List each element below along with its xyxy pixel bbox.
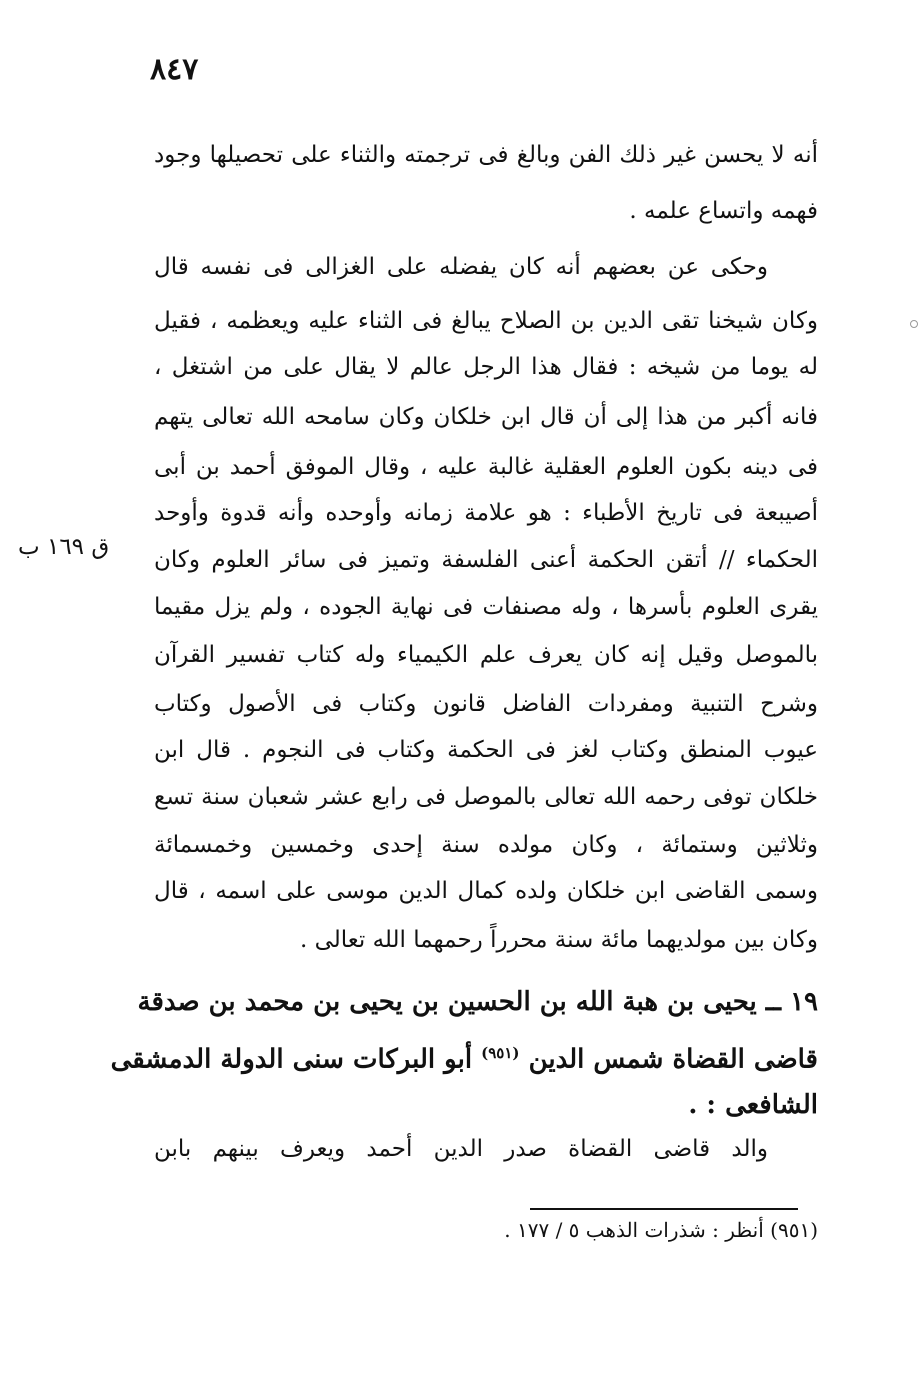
footnote: (٩٥١) أنظر : شذرات الذهب ٥ / ١٧٧ . xyxy=(504,1218,818,1242)
entry-heading-segment: قاضى القضاة شمس الدين xyxy=(528,1044,818,1075)
footnote-divider xyxy=(530,1208,798,1210)
text-line: له يوما من شيخه : فقال هذا الرجل عالم لا يقال على من اشتغل ، xyxy=(154,354,818,380)
text-line: وكان بين مولديهما مائة سنة محرراً رحمهما الله تعالى . xyxy=(299,927,818,953)
text-line: أصيبعة فى تاريخ الأطباء : هو علامة زمانه وأوحده وأنه قدوة وأوحد xyxy=(154,500,818,526)
text-line: يقرى العلوم بأسرها ، وله مصنفات فى نهاية الجوده ، ولم يزل مقيما xyxy=(154,594,818,620)
entry-text-line: والد قاضى القضاة صدر الدين أحمد ويعرف بينهم بابن xyxy=(154,1136,768,1162)
entry-heading-line: الشافعى : . xyxy=(688,1090,818,1120)
text-line: وثلاثين وستمائة ، وكان مولده سنة إحدى وخمسين وخمسمائة xyxy=(154,832,818,858)
text-line: وسمى القاضى ابن خلكان ولده كمال الدين موسى على اسمه ، قال xyxy=(154,878,818,904)
entry-heading-line xyxy=(110,1036,818,1077)
text-line: بالموصل وقيل إنه كان يعرف علم الكيمياء وله كتاب تفسير القرآن xyxy=(154,642,818,668)
entry-heading-line: ١٩ ــ يحيى بن هبة الله بن الحسين بن يحيى بن محمد بن صدقة xyxy=(137,987,818,1017)
text-line: خلكان توفى رحمه الله تعالى بالموصل فى رابع عشر شعبان سنة تسع xyxy=(154,784,818,810)
text-line: عيوب المنطق وكتاب لغز فى الحكمة وكتاب فى النجوم . قال ابن xyxy=(154,737,818,763)
margin-folio-note: ق ١٦٩ ب xyxy=(18,534,110,560)
entry-heading-segment: أبو البركات سنى الدولة الدمشقى xyxy=(110,1044,473,1075)
text-line: فهمه واتساع علمه . xyxy=(629,198,818,224)
text-line: وحكى عن بعضهم أنه كان يفضله على الغزالى فى نفسه قال xyxy=(154,254,768,280)
text-line: وكان شيخنا تقى الدين بن الصلاح يبالغ فى الثناء عليه ويعظمه ، فقيل xyxy=(154,308,818,334)
text-line: الحكماء // أتقن الحكمة أعنى الفلسفة وتميز فى سائر العلوم وكان xyxy=(154,547,818,573)
footnote-marker: (٩٥١) xyxy=(481,1044,520,1062)
scan-speck xyxy=(910,320,918,328)
text-line: أنه لا يحسن غير ذلك الفن وبالغ فى ترجمته والثناء على تحصيلها وجود xyxy=(154,142,818,168)
text-line: فانه أكبر من هذا إلى أن قال ابن خلكان وكان سامحه الله تعالى يتهم xyxy=(154,404,818,430)
page-number: ٨٤٧ xyxy=(150,52,199,87)
text-line: وشرح التنبية ومفردات الفاضل قانون وكتاب فى الأصول وكتاب xyxy=(154,691,818,717)
text-line: فى دينه بكون العلوم العقلية غالبة عليه ، وقال الموفق أحمد بن أبى xyxy=(154,454,818,480)
